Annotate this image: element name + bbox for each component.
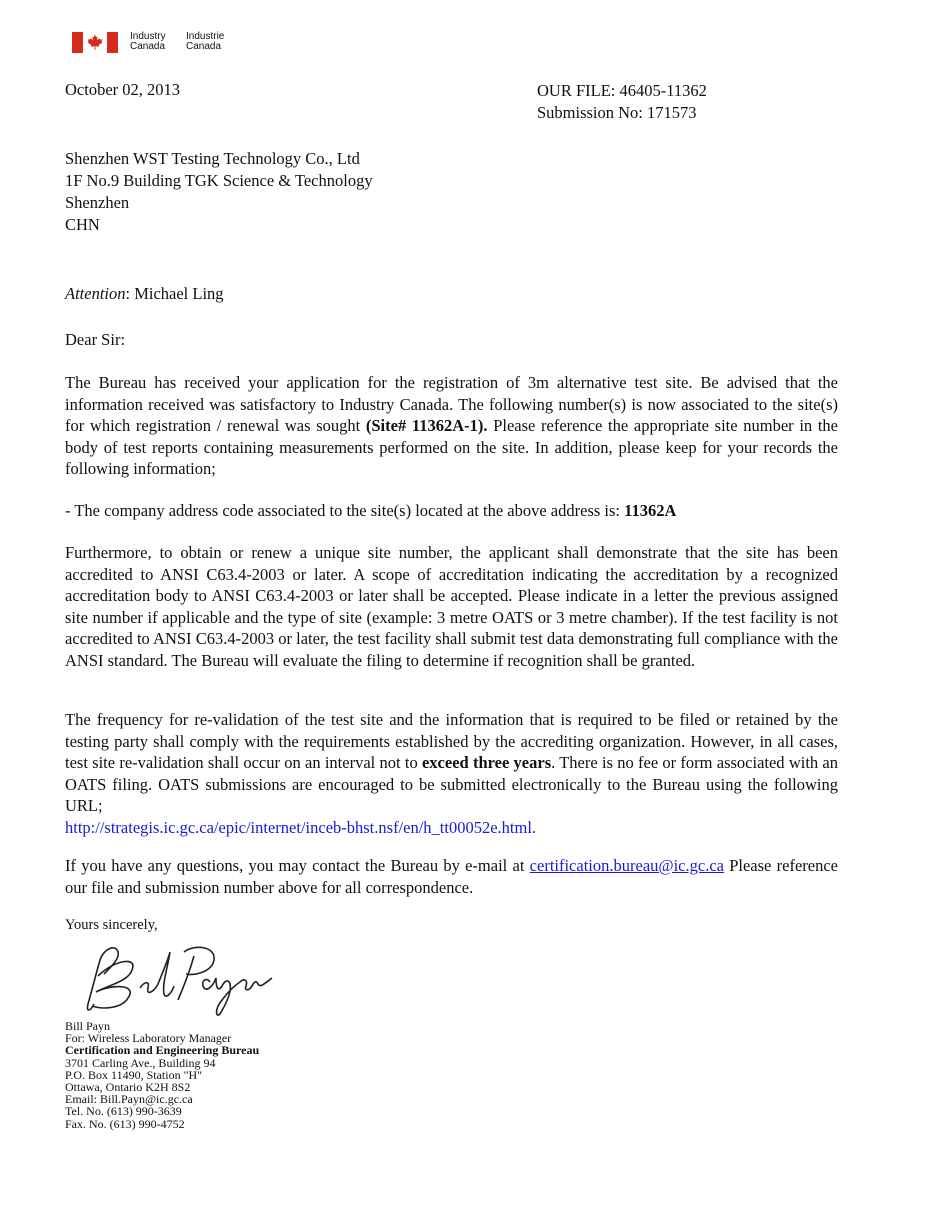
- oats-url-link[interactable]: http://strategis.ic.gc.ca/epic/internet/inceb-bhst.nsf/en/h_tt00052e.html.: [65, 817, 537, 837]
- signer-bureau: Certification and Engineering Bureau: [65, 1043, 260, 1058]
- signer-address-3: Ottawa, Ontario K2H 8S2: [65, 1080, 191, 1095]
- paragraph-accreditation: Furthermore, to obtain or renew a unique site number, the applicant shall demonstrate that the site has been accredited to ANSI C63.4-2003 or later. A scope of accreditation indicating the accreditation by a recognized accreditation body to ANSI C63.4-2003 or later shall be accepted. Please indicate in a letter the previous assigned site number if applicable and the type of site (example: 3 metre OATS or 3 metre chamber). If the test facility is not accredited to ANSI C63.4-2003 or later, the test facility shall submit test data demonstrating full compliance with the ANSI standard. The Bureau will evaluate the filing to determine if recognition shall be granted.: [65, 543, 838, 670]
- signer-telephone: Tel. No. (613) 990-3639: [65, 1104, 182, 1119]
- signer-email: Email: Bill.Payn@ic.gc.ca: [65, 1092, 193, 1107]
- handwritten-signature: [82, 938, 282, 1020]
- closing: Yours sincerely,: [65, 917, 158, 933]
- recipient-company: Shenzhen WST Testing Technology Co., Ltd: [65, 149, 360, 168]
- paragraph-address-code: [65, 500, 838, 522]
- dept-en-line2: Canada: [130, 41, 166, 52]
- revalidation-interval: exceed three years: [421, 753, 552, 772]
- our-file-number: OUR FILE: 46405-11362: [537, 81, 707, 100]
- government-logo: [72, 32, 242, 54]
- paragraph-contact: [65, 855, 838, 898]
- signature-block: [65, 1020, 259, 1130]
- paragraph-revalidation: [65, 709, 838, 838]
- submission-number: Submission No: 171573: [537, 103, 697, 122]
- dept-fr-line2: Canada: [186, 41, 222, 52]
- recipient-address-line: 1F No.9 Building TGK Science & Technology: [65, 171, 373, 190]
- signer-fax: Fax. No. (613) 990-4752: [65, 1116, 185, 1131]
- dept-en-line1: Industry: [130, 31, 166, 42]
- p5-text-end: Please reference our file and submission number above for all correspondence.: [65, 856, 838, 897]
- salutation: Dear Sir:: [65, 330, 126, 349]
- paragraph-registration: [65, 372, 838, 480]
- attention-name: : Michael Ling: [125, 284, 224, 303]
- bureau-email-link[interactable]: certification.bureau@ic.gc.ca: [529, 856, 724, 875]
- attention-label: Attention: [65, 284, 126, 303]
- recipient-city: Shenzhen: [65, 193, 130, 212]
- p2-text: - The company address code associated to the site(s) located at the above address is:: [65, 501, 625, 520]
- p1-text-end: Please reference the appropriate site number in the body of test reports containing measurements performed on the site. In addition, please keep for your records the following information;: [65, 416, 838, 478]
- p4-text-end: . There is no fee or form associated with an OATS filing. OATS submissions are encouraged to be submitted electronically to the Bureau using the following URL;: [65, 753, 838, 815]
- signer-title: For: Wireless Laboratory Manager: [65, 1031, 232, 1046]
- site-number: (Site# 11362A-1).: [365, 416, 488, 435]
- department-wordmark: [130, 32, 242, 52]
- p5-text: If you have any questions, you may contact the Bureau by e-mail at: [65, 856, 530, 875]
- canada-flag-icon: [72, 32, 118, 53]
- file-reference: [537, 80, 707, 124]
- p1-text: The Bureau has received your application for the registration of 3m alternative test site. Be advised that the information received was satisfactory to Industry Canada. The following number(s) is now associated to the site(s) for which registration / renewal was sought: [65, 373, 838, 435]
- attention-line: [65, 284, 224, 304]
- recipient-country: CHN: [65, 215, 100, 234]
- signer-address-2: P.O. Box 11490, Station "H": [65, 1067, 203, 1082]
- letter-date: October 02, 2013: [65, 80, 181, 99]
- address-code: 11362A: [624, 501, 677, 520]
- p4-text: The frequency for re-validation of the test site and the information that is required to be filed or retained by the testing party shall comply with the requirements established by the accrediting organization. However, in all cases, test site re-validation shall occur on an interval not to: [65, 710, 838, 772]
- recipient-address: [65, 148, 373, 236]
- maple-leaf-icon: [87, 34, 103, 50]
- signer-name: Bill Payn: [65, 1019, 111, 1033]
- dept-fr-line1: Industrie: [186, 31, 225, 42]
- signer-address-1: 3701 Carling Ave., Building 94: [65, 1055, 216, 1070]
